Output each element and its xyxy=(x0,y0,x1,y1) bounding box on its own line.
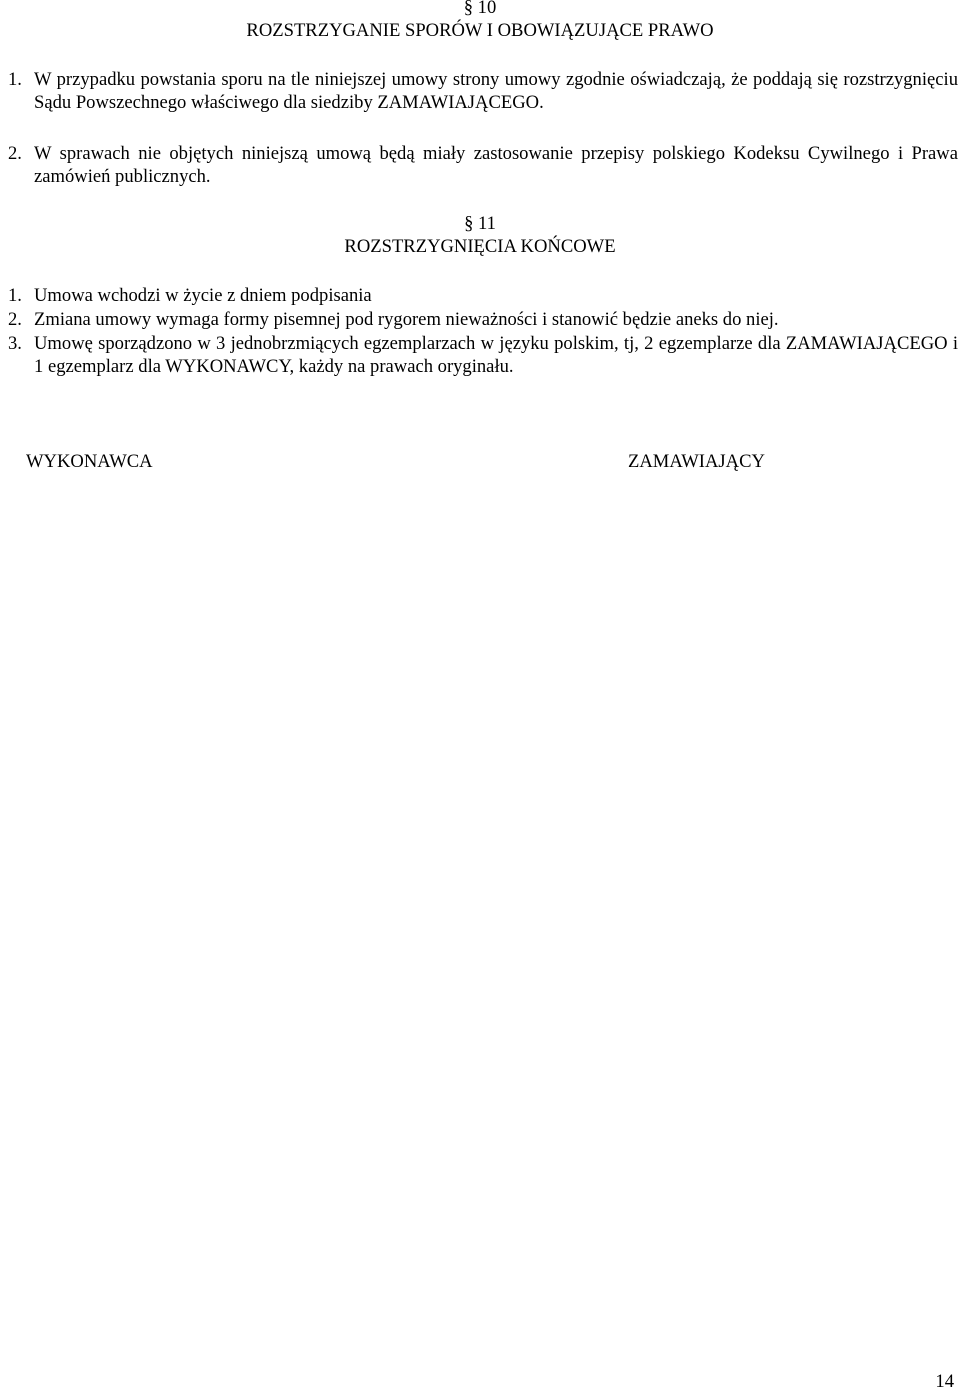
section-10-paragraph-2 xyxy=(8,142,958,188)
signature-contractor: WYKONAWCA xyxy=(26,451,153,472)
paragraph-number: 2. xyxy=(8,143,22,164)
section-11-item-3 xyxy=(8,332,958,378)
section-11-number: § 11 xyxy=(464,213,496,234)
section-11-heading xyxy=(0,212,960,258)
item-text: Umowa wchodzi w życie z dniem podpisania xyxy=(34,285,372,306)
section-10-heading xyxy=(0,0,960,42)
paragraph-text: W sprawach nie objętych niniejszą umową będą miały zastosowanie przepisy polskiego Kodeksu Cywilnego i Prawa zamówień publicznych. xyxy=(34,143,958,187)
section-10-title: ROZSTRZYGANIE SPORÓW I OBOWIĄZUJĄCE PRAWO xyxy=(246,20,714,41)
item-text: Zmiana umowy wymaga formy pisemnej pod rygorem nieważności i stanowić będzie aneks do niej. xyxy=(34,309,779,330)
item-number: 1. xyxy=(8,285,22,306)
section-10-paragraph-1 xyxy=(8,68,958,114)
item-number: 3. xyxy=(8,333,22,354)
signature-ordering-party: ZAMAWIAJĄCY xyxy=(628,451,765,472)
section-11-item-1 xyxy=(8,284,958,307)
paragraph-text: W przypadku powstania sporu na tle niniejszej umowy strony umowy zgodnie oświadczają, że poddają się rozstrzygnięciu Sądu Powszechnego właściwego dla siedziby ZAMAWIAJĄCEGO. xyxy=(34,69,958,113)
paragraph-number: 1. xyxy=(8,69,22,90)
section-11-item-2 xyxy=(8,308,958,331)
page-number: 14 xyxy=(935,1371,954,1392)
section-10-number: § 10 xyxy=(463,0,497,18)
item-number: 2. xyxy=(8,309,22,330)
section-11-title: ROZSTRZYGNIĘCIA KOŃCOWE xyxy=(344,236,616,257)
item-text: Umowę sporządzono w 3 jednobrzmiących egzemplarzach w języku polskim, tj, 2 egzemplarze dla ZAMAWIAJĄCEGO i 1 egzemplarz dla WYKONAWCY, każdy na prawach oryginału. xyxy=(34,333,958,377)
